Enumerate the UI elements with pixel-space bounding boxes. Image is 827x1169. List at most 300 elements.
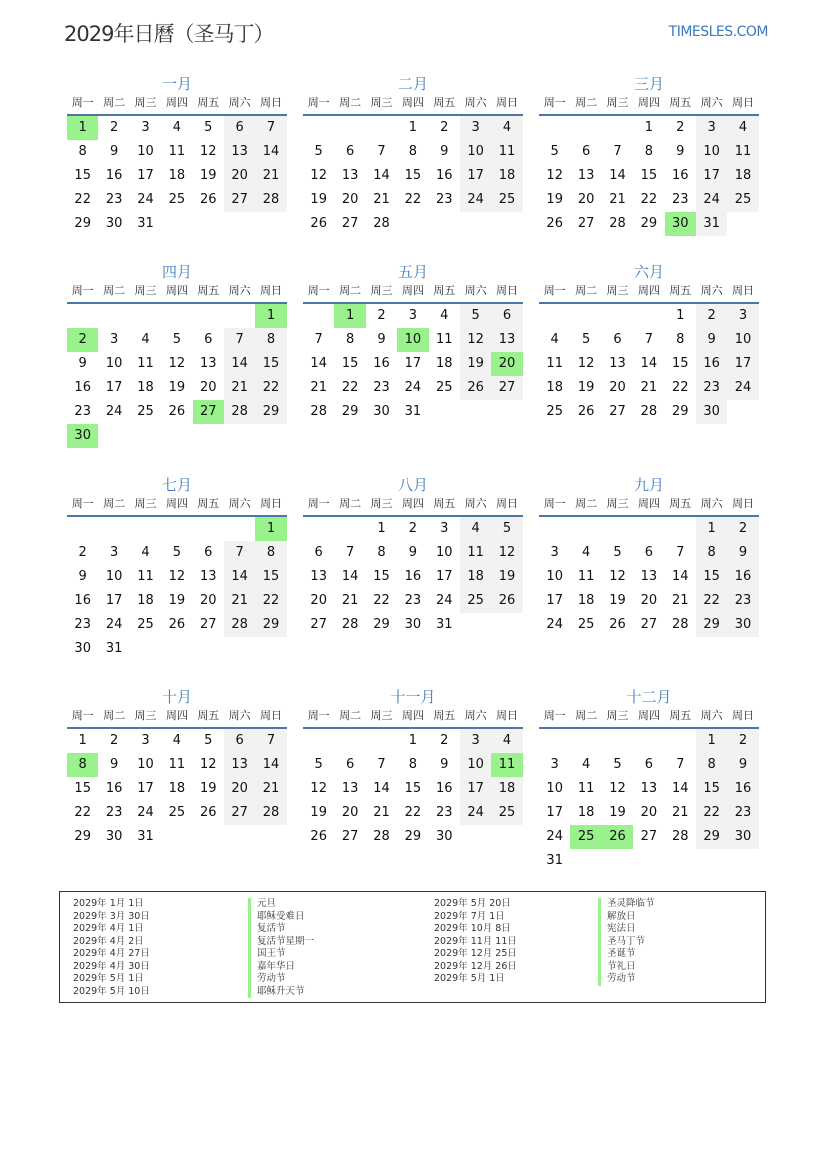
day-cell[interactable]: 8 <box>408 757 417 772</box>
day-cell[interactable]: 2 <box>67 328 98 352</box>
day-cell[interactable]: 14 <box>310 356 327 371</box>
day-cell[interactable]: 14 <box>341 569 359 584</box>
day-cell[interactable]: 29 <box>74 829 91 844</box>
day-cell[interactable]: 19 <box>546 192 563 207</box>
day-cell[interactable]: 26 <box>310 216 327 231</box>
day-cell[interactable]: 8 <box>696 541 727 565</box>
day-cell[interactable]: 21 <box>373 192 390 207</box>
day-cell[interactable]: 29 <box>640 216 658 231</box>
day-cell[interactable]: 15 <box>373 569 390 584</box>
day-cell[interactable]: 25 <box>727 188 758 212</box>
day-cell[interactable]: 25 <box>491 801 522 825</box>
day-cell[interactable]: 28 <box>640 404 658 419</box>
day-cell[interactable]: 7 <box>345 545 355 560</box>
day-cell[interactable]: 19 <box>168 593 186 608</box>
day-cell[interactable]: 13 <box>491 328 522 352</box>
day-cell[interactable]: 29 <box>404 829 422 844</box>
day-cell[interactable]: 11 <box>577 569 595 584</box>
day-cell[interactable]: 22 <box>74 192 91 207</box>
day-cell[interactable]: 16 <box>74 380 91 395</box>
day-cell[interactable]: 21 <box>255 777 286 801</box>
day-cell[interactable]: 27 <box>193 400 224 424</box>
day-cell[interactable]: 16 <box>373 356 390 371</box>
day-cell[interactable]: 22 <box>341 380 359 395</box>
day-cell[interactable]: 6 <box>644 757 653 772</box>
day-cell[interactable]: 6 <box>204 332 213 347</box>
day-cell[interactable]: 18 <box>168 781 186 796</box>
day-cell[interactable]: 28 <box>671 617 689 632</box>
day-cell[interactable]: 24 <box>137 805 154 820</box>
day-cell[interactable]: 29 <box>255 613 286 637</box>
day-cell[interactable]: 12 <box>168 569 186 584</box>
day-cell[interactable]: 27 <box>310 617 327 632</box>
day-cell[interactable]: 16 <box>696 352 727 376</box>
day-cell[interactable]: 16 <box>435 781 453 796</box>
day-cell[interactable]: 16 <box>404 569 422 584</box>
day-cell[interactable]: 13 <box>199 356 217 371</box>
day-cell[interactable]: 27 <box>491 376 522 400</box>
day-cell[interactable]: 27 <box>224 801 255 825</box>
day-cell[interactable]: 30 <box>727 613 758 637</box>
day-cell[interactable]: 15 <box>404 781 422 796</box>
day-cell[interactable]: 27 <box>341 216 359 231</box>
day-cell[interactable]: 18 <box>491 777 522 801</box>
day-cell[interactable]: 5 <box>613 757 622 772</box>
day-cell[interactable]: 26 <box>577 404 595 419</box>
day-cell[interactable]: 7 <box>224 328 255 352</box>
day-cell[interactable]: 21 <box>640 380 658 395</box>
day-cell[interactable]: 1 <box>255 517 286 541</box>
day-cell[interactable]: 6 <box>491 304 522 328</box>
day-cell[interactable]: 21 <box>255 164 286 188</box>
day-cell[interactable]: 3 <box>727 304 758 328</box>
day-cell[interactable]: 12 <box>310 168 327 183</box>
day-cell[interactable]: 28 <box>671 829 689 844</box>
day-cell[interactable]: 29 <box>671 404 689 419</box>
day-cell[interactable]: 15 <box>255 352 286 376</box>
day-cell[interactable]: 2 <box>109 733 119 748</box>
day-cell[interactable]: 5 <box>314 757 323 772</box>
day-cell[interactable]: 1 <box>408 733 417 748</box>
day-cell[interactable]: 9 <box>78 569 87 584</box>
day-cell[interactable]: 31 <box>435 617 453 632</box>
day-cell[interactable]: 24 <box>460 188 491 212</box>
day-cell[interactable]: 25 <box>168 805 186 820</box>
day-cell[interactable]: 14 <box>224 565 255 589</box>
day-cell[interactable]: 2 <box>440 120 449 135</box>
day-cell[interactable]: 20 <box>577 192 595 207</box>
day-cell[interactable]: 12 <box>460 328 491 352</box>
day-cell[interactable]: 29 <box>341 404 359 419</box>
day-cell[interactable]: 28 <box>255 188 286 212</box>
day-cell[interactable]: 1 <box>696 729 727 753</box>
day-cell[interactable]: 31 <box>546 853 563 868</box>
day-cell[interactable]: 16 <box>105 781 123 796</box>
day-cell[interactable]: 4 <box>172 733 181 748</box>
day-cell[interactable]: 7 <box>255 729 286 753</box>
day-cell[interactable]: 26 <box>310 829 327 844</box>
day-cell[interactable]: 9 <box>109 757 119 772</box>
day-cell[interactable]: 8 <box>345 332 355 347</box>
day-cell[interactable]: 5 <box>204 120 213 135</box>
day-cell[interactable]: 7 <box>314 332 323 347</box>
day-cell[interactable]: 1 <box>78 733 87 748</box>
day-cell[interactable]: 1 <box>67 116 98 140</box>
day-cell[interactable]: 3 <box>141 733 150 748</box>
day-cell[interactable]: 2 <box>727 517 758 541</box>
day-cell[interactable]: 3 <box>141 120 150 135</box>
day-cell[interactable]: 23 <box>74 617 91 632</box>
day-cell[interactable]: 21 <box>224 376 255 400</box>
day-cell[interactable]: 3 <box>440 521 449 536</box>
day-cell[interactable]: 14 <box>609 168 626 183</box>
day-cell[interactable]: 1 <box>696 517 727 541</box>
day-cell[interactable]: 17 <box>546 805 563 820</box>
day-cell[interactable]: 2 <box>440 733 449 748</box>
day-cell[interactable]: 14 <box>373 168 390 183</box>
day-cell[interactable]: 21 <box>310 380 327 395</box>
day-cell[interactable]: 16 <box>74 593 91 608</box>
day-cell[interactable]: 8 <box>676 332 685 347</box>
day-cell[interactable]: 24 <box>105 617 123 632</box>
day-cell[interactable]: 30 <box>74 641 91 656</box>
day-cell[interactable]: 9 <box>696 328 727 352</box>
day-cell[interactable]: 28 <box>224 613 255 637</box>
day-cell[interactable]: 9 <box>408 545 417 560</box>
day-cell[interactable]: 23 <box>727 801 758 825</box>
day-cell[interactable]: 21 <box>671 593 689 608</box>
day-cell[interactable]: 19 <box>168 380 186 395</box>
day-cell[interactable]: 25 <box>570 825 601 849</box>
day-cell[interactable]: 25 <box>137 404 154 419</box>
day-cell[interactable]: 12 <box>546 168 563 183</box>
day-cell[interactable]: 12 <box>310 781 327 796</box>
day-cell[interactable]: 10 <box>435 545 453 560</box>
day-cell[interactable]: 14 <box>255 140 286 164</box>
day-cell[interactable]: 21 <box>341 593 359 608</box>
day-cell[interactable]: 25 <box>491 188 522 212</box>
day-cell[interactable]: 12 <box>491 541 522 565</box>
day-cell[interactable]: 21 <box>373 805 390 820</box>
day-cell[interactable]: 12 <box>609 569 626 584</box>
day-cell[interactable]: 9 <box>727 541 758 565</box>
day-cell[interactable]: 2 <box>727 729 758 753</box>
day-cell[interactable]: 24 <box>460 801 491 825</box>
day-cell[interactable]: 10 <box>105 569 123 584</box>
day-cell[interactable]: 12 <box>199 144 217 159</box>
day-cell[interactable]: 26 <box>199 805 217 820</box>
day-cell[interactable]: 19 <box>491 565 522 589</box>
day-cell[interactable]: 28 <box>341 617 359 632</box>
day-cell[interactable]: 30 <box>665 212 696 236</box>
day-cell[interactable]: 26 <box>168 617 186 632</box>
day-cell[interactable]: 22 <box>255 376 286 400</box>
day-cell[interactable]: 24 <box>546 617 563 632</box>
day-cell[interactable]: 7 <box>377 757 386 772</box>
day-cell[interactable]: 23 <box>696 376 727 400</box>
day-cell[interactable]: 22 <box>671 380 689 395</box>
day-cell[interactable]: 28 <box>224 400 255 424</box>
day-cell[interactable]: 30 <box>404 617 422 632</box>
day-cell[interactable]: 9 <box>440 144 449 159</box>
day-cell[interactable]: 9 <box>78 356 87 371</box>
day-cell[interactable]: 20 <box>199 593 217 608</box>
day-cell[interactable]: 16 <box>435 168 453 183</box>
day-cell[interactable]: 27 <box>640 617 658 632</box>
day-cell[interactable]: 19 <box>609 593 626 608</box>
day-cell[interactable]: 17 <box>546 593 563 608</box>
day-cell[interactable]: 28 <box>373 829 390 844</box>
day-cell[interactable]: 18 <box>460 565 491 589</box>
day-cell[interactable]: 21 <box>671 805 689 820</box>
day-cell[interactable]: 11 <box>435 332 453 347</box>
day-cell[interactable]: 4 <box>141 545 150 560</box>
day-cell[interactable]: 7 <box>224 541 255 565</box>
day-cell[interactable]: 26 <box>609 617 626 632</box>
day-cell[interactable]: 15 <box>404 168 422 183</box>
day-cell[interactable]: 26 <box>546 216 563 231</box>
day-cell[interactable]: 3 <box>696 116 727 140</box>
day-cell[interactable]: 5 <box>581 332 591 347</box>
day-cell[interactable]: 7 <box>255 116 286 140</box>
day-cell[interactable]: 22 <box>404 192 422 207</box>
day-cell[interactable]: 15 <box>74 168 91 183</box>
day-cell[interactable]: 26 <box>199 192 217 207</box>
day-cell[interactable]: 24 <box>404 380 422 395</box>
day-cell[interactable]: 10 <box>137 757 154 772</box>
day-cell[interactable]: 18 <box>137 380 154 395</box>
day-cell[interactable]: 17 <box>696 164 727 188</box>
day-cell[interactable]: 20 <box>199 380 217 395</box>
day-cell[interactable]: 18 <box>727 164 758 188</box>
day-cell[interactable]: 25 <box>546 404 563 419</box>
day-cell[interactable]: 21 <box>609 192 626 207</box>
day-cell[interactable]: 10 <box>546 781 563 796</box>
day-cell[interactable]: 11 <box>546 356 563 371</box>
day-cell[interactable]: 5 <box>460 304 491 328</box>
day-cell[interactable]: 27 <box>609 404 626 419</box>
day-cell[interactable]: 4 <box>581 757 591 772</box>
day-cell[interactable]: 6 <box>581 144 591 159</box>
day-cell[interactable]: 13 <box>224 140 255 164</box>
day-cell[interactable]: 7 <box>377 144 386 159</box>
day-cell[interactable]: 6 <box>224 729 255 753</box>
day-cell[interactable]: 30 <box>105 829 123 844</box>
day-cell[interactable]: 17 <box>105 380 123 395</box>
day-cell[interactable]: 18 <box>435 356 453 371</box>
day-cell[interactable]: 22 <box>74 805 91 820</box>
day-cell[interactable]: 8 <box>644 144 653 159</box>
day-cell[interactable]: 16 <box>671 168 689 183</box>
day-cell[interactable]: 23 <box>435 192 453 207</box>
day-cell[interactable]: 24 <box>105 404 123 419</box>
day-cell[interactable]: 7 <box>676 545 685 560</box>
day-cell[interactable]: 10 <box>397 328 428 352</box>
day-cell[interactable]: 23 <box>671 192 689 207</box>
day-cell[interactable]: 28 <box>255 801 286 825</box>
day-cell[interactable]: 15 <box>671 356 689 371</box>
day-cell[interactable]: 28 <box>609 216 626 231</box>
day-cell[interactable]: 11 <box>460 541 491 565</box>
day-cell[interactable]: 18 <box>577 805 595 820</box>
day-cell[interactable]: 1 <box>644 120 653 135</box>
day-cell[interactable]: 3 <box>460 729 491 753</box>
day-cell[interactable]: 23 <box>105 805 123 820</box>
day-cell[interactable]: 24 <box>696 188 727 212</box>
day-cell[interactable]: 11 <box>727 140 758 164</box>
day-cell[interactable]: 4 <box>141 332 150 347</box>
day-cell[interactable]: 6 <box>224 116 255 140</box>
day-cell[interactable]: 30 <box>727 825 758 849</box>
day-cell[interactable]: 3 <box>109 332 119 347</box>
day-cell[interactable]: 9 <box>727 753 758 777</box>
day-cell[interactable]: 17 <box>137 168 154 183</box>
day-cell[interactable]: 22 <box>373 593 390 608</box>
day-cell[interactable]: 30 <box>696 400 727 424</box>
day-cell[interactable]: 20 <box>609 380 626 395</box>
day-cell[interactable]: 14 <box>255 753 286 777</box>
day-cell[interactable]: 5 <box>314 144 323 159</box>
day-cell[interactable]: 13 <box>341 168 359 183</box>
day-cell[interactable]: 25 <box>577 617 595 632</box>
day-cell[interactable]: 8 <box>696 753 727 777</box>
day-cell[interactable]: 27 <box>199 617 217 632</box>
day-cell[interactable]: 8 <box>255 541 286 565</box>
day-cell[interactable]: 19 <box>310 805 327 820</box>
day-cell[interactable]: 17 <box>435 569 453 584</box>
day-cell[interactable]: 12 <box>199 757 217 772</box>
day-cell[interactable]: 24 <box>137 192 154 207</box>
day-cell[interactable]: 2 <box>408 521 417 536</box>
day-cell[interactable]: 26 <box>491 589 522 613</box>
day-cell[interactable]: 9 <box>676 144 685 159</box>
day-cell[interactable]: 11 <box>137 356 154 371</box>
day-cell[interactable]: 5 <box>172 545 181 560</box>
day-cell[interactable]: 8 <box>377 545 386 560</box>
day-cell[interactable]: 14 <box>640 356 658 371</box>
day-cell[interactable]: 20 <box>491 352 522 376</box>
day-cell[interactable]: 4 <box>581 545 591 560</box>
day-cell[interactable]: 16 <box>105 168 123 183</box>
day-cell[interactable]: 10 <box>460 140 491 164</box>
day-cell[interactable]: 2 <box>109 120 119 135</box>
day-cell[interactable]: 27 <box>577 216 595 231</box>
day-cell[interactable]: 6 <box>314 545 323 560</box>
day-cell[interactable]: 17 <box>105 593 123 608</box>
day-cell[interactable]: 8 <box>408 144 417 159</box>
day-cell[interactable]: 23 <box>74 404 91 419</box>
day-cell[interactable]: 18 <box>577 593 595 608</box>
day-cell[interactable]: 4 <box>460 517 491 541</box>
day-cell[interactable]: 13 <box>310 569 327 584</box>
day-cell[interactable]: 13 <box>640 781 658 796</box>
day-cell[interactable]: 11 <box>168 144 186 159</box>
day-cell[interactable]: 8 <box>78 144 87 159</box>
day-cell[interactable]: 3 <box>408 308 417 323</box>
day-cell[interactable]: 13 <box>341 781 359 796</box>
day-cell[interactable]: 30 <box>435 829 453 844</box>
day-cell[interactable]: 13 <box>640 569 658 584</box>
day-cell[interactable]: 10 <box>696 140 727 164</box>
day-cell[interactable]: 6 <box>644 545 653 560</box>
day-cell[interactable]: 1 <box>676 308 685 323</box>
day-cell[interactable]: 17 <box>727 352 758 376</box>
day-cell[interactable]: 16 <box>727 565 758 589</box>
day-cell[interactable]: 11 <box>577 781 595 796</box>
day-cell[interactable]: 4 <box>550 332 559 347</box>
day-cell[interactable]: 4 <box>491 729 522 753</box>
day-cell[interactable]: 1 <box>408 120 417 135</box>
day-cell[interactable]: 2 <box>676 120 685 135</box>
day-cell[interactable]: 6 <box>345 144 355 159</box>
day-cell[interactable]: 19 <box>609 805 626 820</box>
day-cell[interactable]: 18 <box>546 380 563 395</box>
day-cell[interactable]: 12 <box>168 356 186 371</box>
day-cell[interactable]: 14 <box>373 781 390 796</box>
day-cell[interactable]: 15 <box>696 565 727 589</box>
day-cell[interactable]: 23 <box>727 589 758 613</box>
day-cell[interactable]: 10 <box>105 356 123 371</box>
day-cell[interactable]: 20 <box>224 777 255 801</box>
day-cell[interactable]: 6 <box>204 545 213 560</box>
day-cell[interactable]: 27 <box>341 829 359 844</box>
day-cell[interactable]: 24 <box>727 376 758 400</box>
day-cell[interactable]: 23 <box>373 380 390 395</box>
day-cell[interactable]: 20 <box>341 805 359 820</box>
day-cell[interactable]: 5 <box>172 332 181 347</box>
day-cell[interactable]: 25 <box>460 589 491 613</box>
day-cell[interactable]: 6 <box>345 757 355 772</box>
day-cell[interactable]: 24 <box>546 829 563 844</box>
day-cell[interactable]: 28 <box>373 216 390 231</box>
day-cell[interactable]: 15 <box>74 781 91 796</box>
day-cell[interactable]: 1 <box>255 304 286 328</box>
day-cell[interactable]: 19 <box>310 192 327 207</box>
day-cell[interactable]: 5 <box>491 517 522 541</box>
day-cell[interactable]: 11 <box>491 140 522 164</box>
day-cell[interactable]: 20 <box>640 805 658 820</box>
day-cell[interactable]: 23 <box>105 192 123 207</box>
day-cell[interactable]: 13 <box>577 168 595 183</box>
day-cell[interactable]: 22 <box>640 192 658 207</box>
day-cell[interactable]: 19 <box>577 380 595 395</box>
day-cell[interactable]: 14 <box>224 352 255 376</box>
day-cell[interactable]: 15 <box>341 356 359 371</box>
day-cell[interactable]: 29 <box>255 400 286 424</box>
day-cell[interactable]: 1 <box>377 521 386 536</box>
day-cell[interactable]: 17 <box>460 164 491 188</box>
day-cell[interactable]: 30 <box>67 424 98 448</box>
day-cell[interactable]: 12 <box>609 781 626 796</box>
day-cell[interactable]: 27 <box>640 829 658 844</box>
day-cell[interactable]: 28 <box>310 404 327 419</box>
day-cell[interactable]: 26 <box>460 376 491 400</box>
day-cell[interactable]: 15 <box>640 168 658 183</box>
day-cell[interactable]: 13 <box>224 753 255 777</box>
day-cell[interactable]: 26 <box>602 825 633 849</box>
day-cell[interactable]: 13 <box>199 569 217 584</box>
day-cell[interactable]: 25 <box>168 192 186 207</box>
day-cell[interactable]: 5 <box>550 144 559 159</box>
day-cell[interactable]: 11 <box>137 569 154 584</box>
day-cell[interactable]: 7 <box>644 332 653 347</box>
day-cell[interactable]: 1 <box>334 304 365 328</box>
day-cell[interactable]: 22 <box>696 589 727 613</box>
day-cell[interactable]: 9 <box>377 332 386 347</box>
day-cell[interactable]: 2 <box>377 308 386 323</box>
day-cell[interactable]: 19 <box>460 352 491 376</box>
day-cell[interactable]: 15 <box>696 777 727 801</box>
